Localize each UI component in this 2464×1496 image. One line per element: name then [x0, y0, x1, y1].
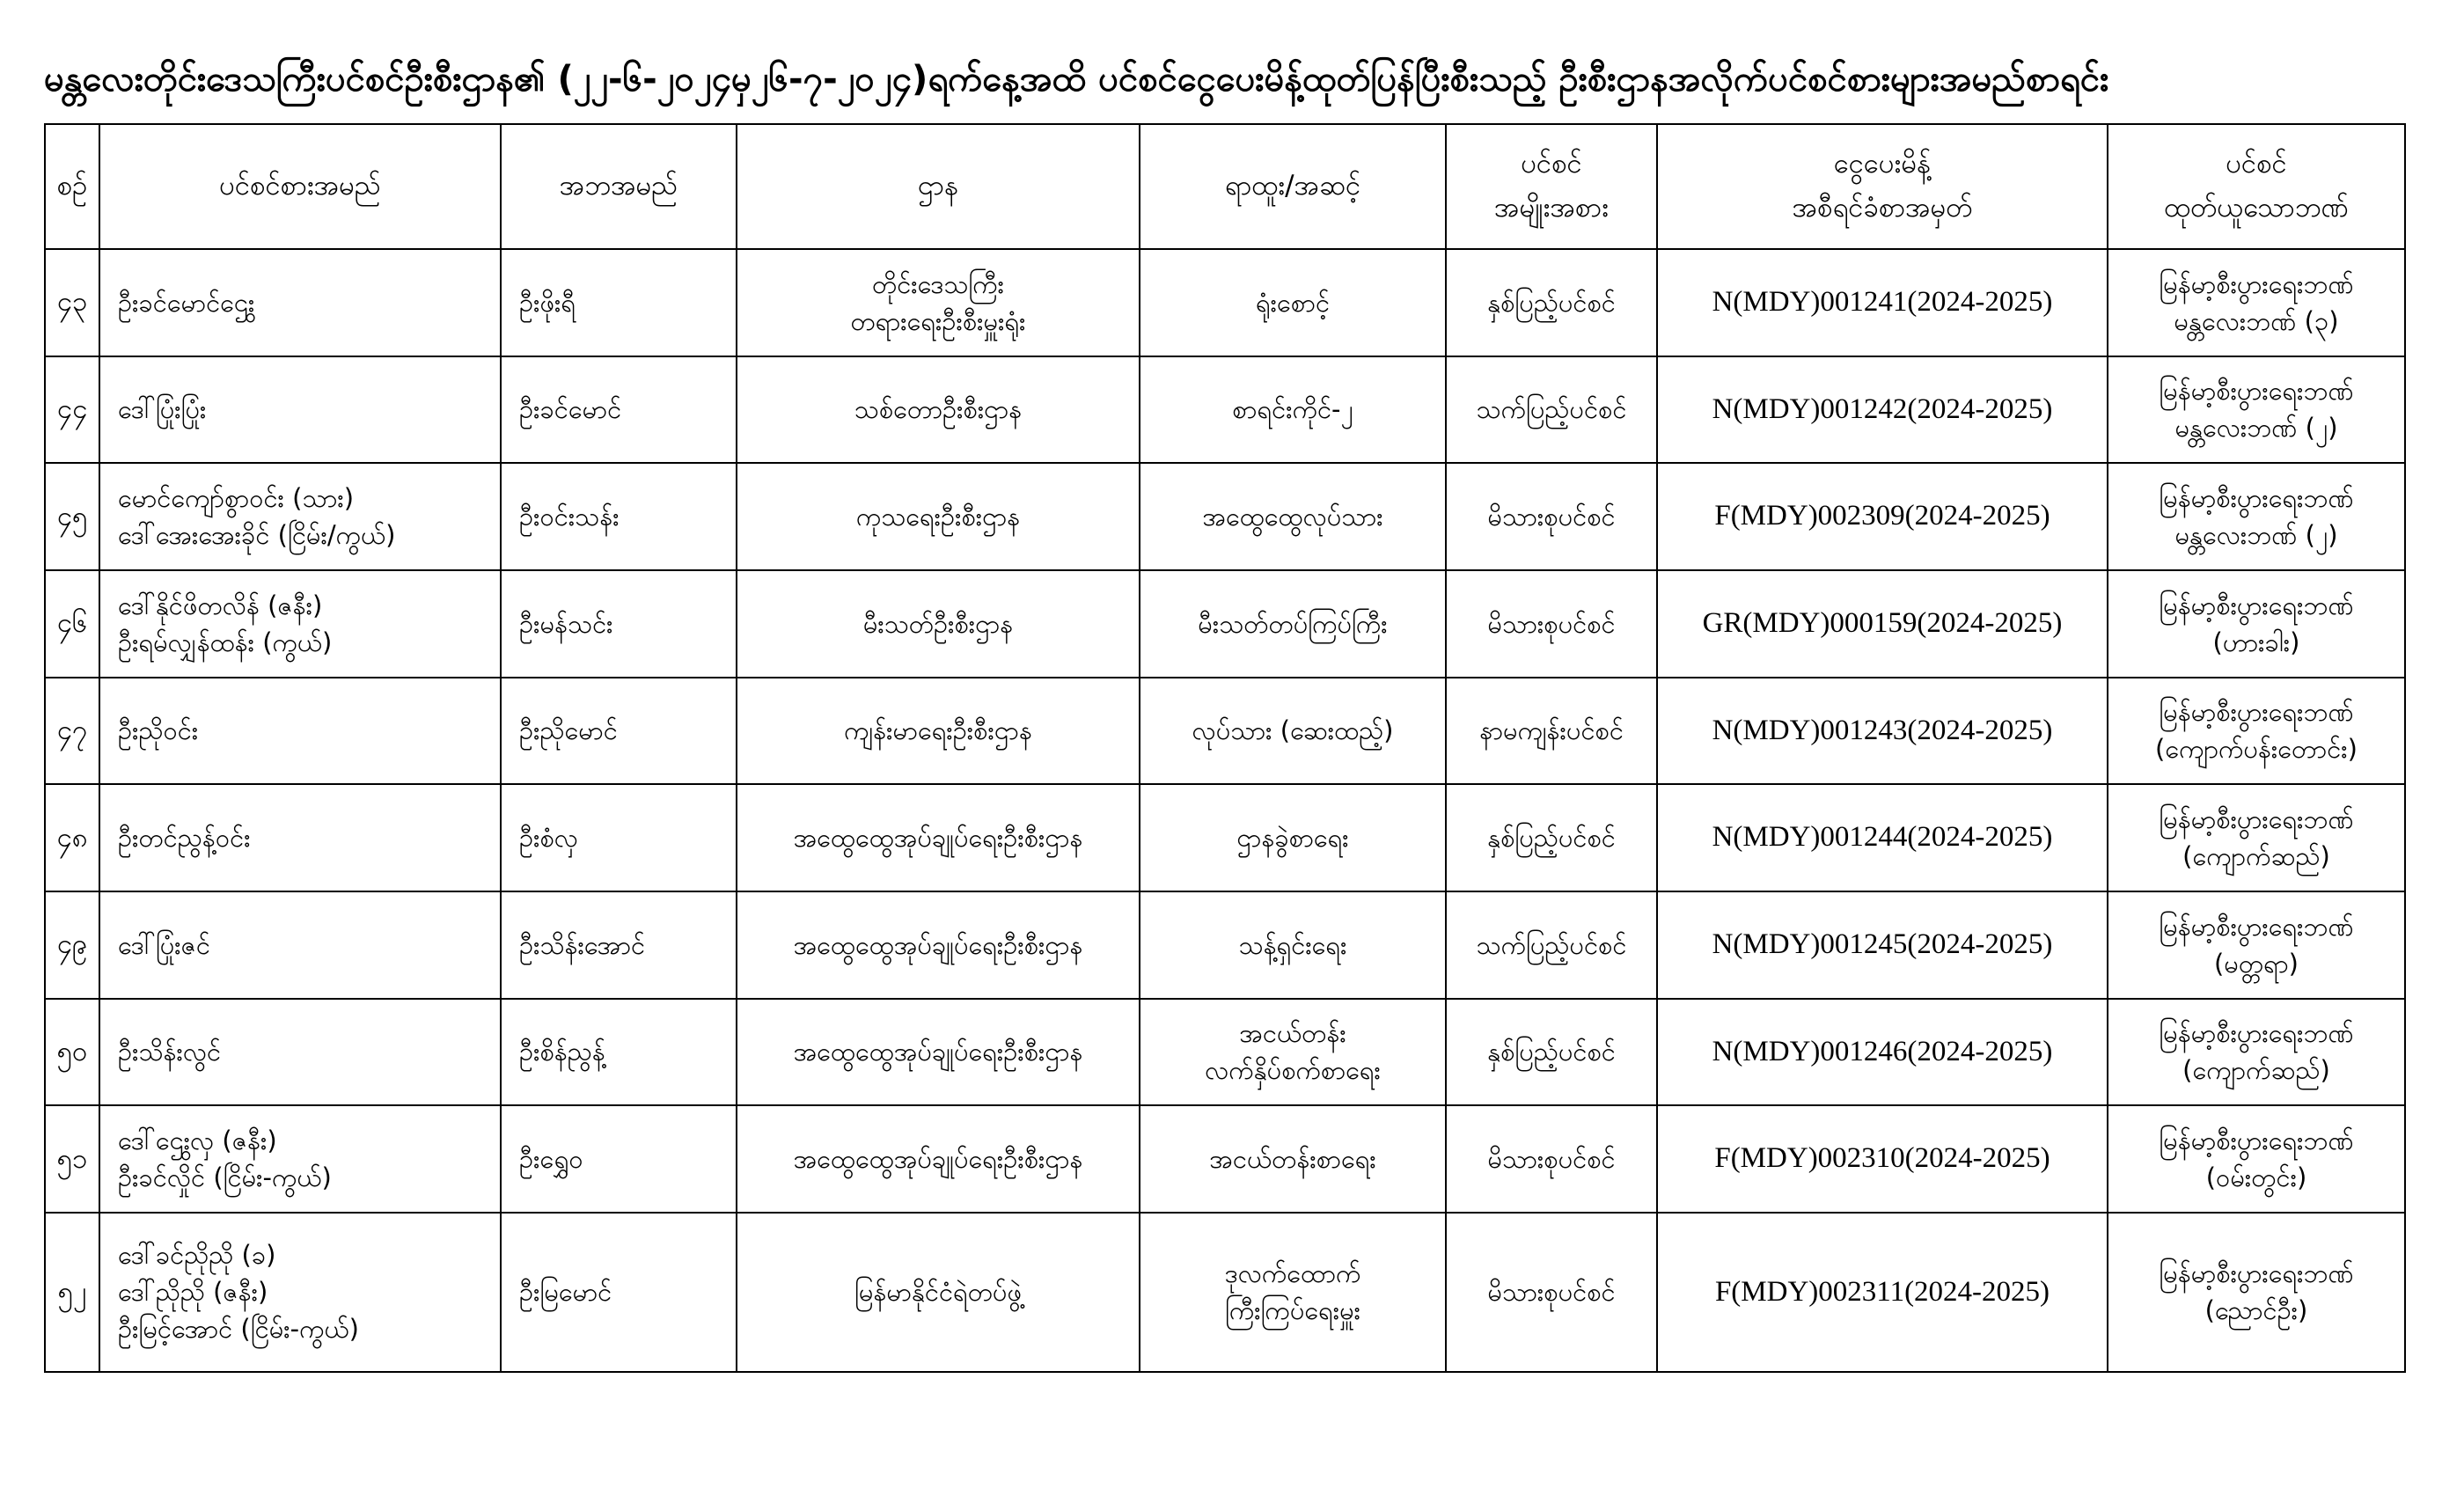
table-row	[45, 463, 2405, 570]
father-name: ဦးခင်မောင်	[501, 356, 737, 464]
department: သစ်တောဦးစီးဌာန	[737, 356, 1140, 464]
table-row	[45, 784, 2405, 891]
pensioner-name: ဒေါ်နိုင်ဖိတလိန် (ဇနီး) ဦးရမ်လျှန်ထန်း (ကွယ်)	[99, 570, 501, 678]
department: မီးသတ်ဦးစီးဌာန	[737, 570, 1140, 678]
bank-name: မြန်မာ့စီးပွားရေးဘဏ် (ကျောက်ဆည်)	[2108, 784, 2405, 891]
department: အထွေထွေအုပ်ချုပ်ရေးဦးစီးဌာန	[737, 784, 1140, 891]
pensioner-name: ဦးခင်မောင်ဌွေး	[99, 249, 501, 356]
father-name: ဦးဖိုးရီ	[501, 249, 737, 356]
row-number: ၄၇	[45, 678, 99, 785]
bank-name: မြန်မာ့စီးပွားရေးဘဏ် (ဝမ်းတွင်း)	[2108, 1105, 2405, 1213]
pension-type: နာမကျန်းပင်စင်	[1446, 678, 1657, 785]
table-header-row	[45, 124, 2405, 249]
department: အထွေထွေအုပ်ချုပ်ရေးဦးစီးဌာန	[737, 999, 1140, 1106]
row-number: ၅၁	[45, 1105, 99, 1213]
header-bank: ပင်စင် ထုတ်ယူသောဘဏ်	[2108, 124, 2405, 249]
header-order-no: ငွေပေးမိန့် အစီရင်ခံစာအမှတ်	[1657, 124, 2108, 249]
payment-order-number: N(MDY)001244(2024-2025)	[1657, 784, 2108, 891]
payment-order-number: N(MDY)001241(2024-2025)	[1657, 249, 2108, 356]
row-number: ၄၈	[45, 784, 99, 891]
bank-name: မြန်မာ့စီးပွားရေးဘဏ် (ကျောက်ဆည်)	[2108, 999, 2405, 1106]
table-row	[45, 356, 2405, 464]
position: မီးသတ်တပ်ကြပ်ကြီး	[1140, 570, 1446, 678]
payment-order-number: F(MDY)002310(2024-2025)	[1657, 1105, 2108, 1213]
row-number: ၅၀	[45, 999, 99, 1106]
row-number: ၅၂	[45, 1213, 99, 1372]
father-name: ဦးမန်သင်း	[501, 570, 737, 678]
position: လုပ်သား (ဆေးထည့်)	[1140, 678, 1446, 785]
pension-type: နှစ်ပြည့်ပင်စင်	[1446, 999, 1657, 1106]
row-number: ၄၃	[45, 249, 99, 356]
pension-type: မိသားစုပင်စင်	[1446, 570, 1657, 678]
department: ကျန်းမာရေးဦးစီးဌာန	[737, 678, 1140, 785]
bank-name: မြန်မာ့စီးပွားရေးဘဏ် မန္တလေးဘဏ် (၂)	[2108, 356, 2405, 464]
pension-type: နှစ်ပြည့်ပင်စင်	[1446, 249, 1657, 356]
position: အငယ်တန်း လက်နှိပ်စက်စာရေး	[1140, 999, 1446, 1106]
header-department: ဌာန	[737, 124, 1140, 249]
position: ရုံးစောင့်	[1140, 249, 1446, 356]
payment-order-number: N(MDY)001245(2024-2025)	[1657, 891, 2108, 999]
payment-order-number: F(MDY)002309(2024-2025)	[1657, 463, 2108, 570]
father-name: ဦးညိုမောင်	[501, 678, 737, 785]
header-position: ရာထူး/အဆင့်	[1140, 124, 1446, 249]
father-name: ဦးဝင်းသန်း	[501, 463, 737, 570]
row-number: ၄၅	[45, 463, 99, 570]
position: ဒုလက်ထောက် ကြီးကြပ်ရေးမှူး	[1140, 1213, 1446, 1372]
pensioner-name: ဒေါ်ပြုံးဇင်	[99, 891, 501, 999]
table-row	[45, 999, 2405, 1106]
pensioner-name: ဒေါ်ပြုံးပြုံး	[99, 356, 501, 464]
pensioner-name: ဒေါ်ခင်ညိုညို (ခ) ဒေါ်ညိုညို (ဇနီး) ဦးမြင့်အောင် (ငြိမ်း-ကွယ်)	[99, 1213, 501, 1372]
payment-order-number: N(MDY)001246(2024-2025)	[1657, 999, 2108, 1106]
payment-order-number: N(MDY)001243(2024-2025)	[1657, 678, 2108, 785]
pension-type: မိသားစုပင်စင်	[1446, 463, 1657, 570]
father-name: ဦးစံလှ	[501, 784, 737, 891]
father-name: ဦးမြမောင်	[501, 1213, 737, 1372]
table-row	[45, 891, 2405, 999]
bank-name: မြန်မာ့စီးပွားရေးဘဏ် (ကျောက်ပန်းတောင်း)	[2108, 678, 2405, 785]
table-row	[45, 1105, 2405, 1213]
header-father: အဘအမည်	[501, 124, 737, 249]
pensioner-name: ဦးတင်ညွန့်ဝင်း	[99, 784, 501, 891]
bank-name: မြန်မာ့စီးပွားရေးဘဏ် (ညောင်ဦး)	[2108, 1213, 2405, 1372]
department: အထွေထွေအုပ်ချုပ်ရေးဦးစီးဌာန	[737, 891, 1140, 999]
header-no: စဉ်	[45, 124, 99, 249]
pension-type: သက်ပြည့်ပင်စင်	[1446, 356, 1657, 464]
table-row	[45, 678, 2405, 785]
father-name: ဦးရွှေဝ	[501, 1105, 737, 1213]
row-number: ၄၆	[45, 570, 99, 678]
header-pension-type: ပင်စင် အမျိုးအစား	[1446, 124, 1657, 249]
pension-type: နှစ်ပြည့်ပင်စင်	[1446, 784, 1657, 891]
payment-order-number: F(MDY)002311(2024-2025)	[1657, 1213, 2108, 1372]
position: အထွေထွေလုပ်သား	[1140, 463, 1446, 570]
father-name: ဦးစိန်ညွန့်	[501, 999, 737, 1106]
pensioner-name: မောင်ကျော်စွာဝင်း (သား) ဒေါ်အေးအေးခိုင် (ငြိမ်း/ကွယ်)	[99, 463, 501, 570]
table-row	[45, 570, 2405, 678]
department: အထွေထွေအုပ်ချုပ်ရေးဦးစီးဌာန	[737, 1105, 1140, 1213]
department: တိုင်းဒေသကြီး တရားရေးဦးစီးမှူးရုံး	[737, 249, 1140, 356]
pension-type: မိသားစုပင်စင်	[1446, 1213, 1657, 1372]
department: မြန်မာနိုင်ငံရဲတပ်ဖွဲ့	[737, 1213, 1140, 1372]
table-row	[45, 1213, 2405, 1372]
pensioner-name: ဦးညိုဝင်း	[99, 678, 501, 785]
payment-order-number: N(MDY)001242(2024-2025)	[1657, 356, 2108, 464]
bank-name: မြန်မာ့စီးပွားရေးဘဏ် မန္တလေးဘဏ် (၃)	[2108, 249, 2405, 356]
pension-type: မိသားစုပင်စင်	[1446, 1105, 1657, 1213]
pension-table	[44, 123, 2406, 1373]
pension-type: သက်ပြည့်ပင်စင်	[1446, 891, 1657, 999]
department: ကုသရေးဦးစီးဌာန	[737, 463, 1140, 570]
pensioner-name: ဦးသိန်းလွင်	[99, 999, 501, 1106]
page-title: မန္တလေးတိုင်းဒေသကြီးပင်စင်ဦးစီးဌာန၏ (၂၂-၆-၂၀၂၄မှ၂၆-၇-၂၀၂၄)ရက်နေ့အထိ ပင်စင်ငွေပေးမိန့်ထုတ်ပြန်ပြီးစီးသည့် ဦးစီးဌာနအလိုက်ပင်စင်စားများအမည်စာရင်း	[44, 59, 2109, 99]
position: အငယ်တန်းစာရေး	[1140, 1105, 1446, 1213]
father-name: ဦးသိန်းအောင်	[501, 891, 737, 999]
position: ဌာနခွဲစာရေး	[1140, 784, 1446, 891]
row-number: ၄၉	[45, 891, 99, 999]
pensioner-name: ဒေါ်ဌွေးလှ (ဇနီး) ဦးခင်လှိုင် (ငြိမ်း-ကွယ်)	[99, 1105, 501, 1213]
bank-name: မြန်မာ့စီးပွားရေးဘဏ် (မတ္တရာ)	[2108, 891, 2405, 999]
table-row	[45, 249, 2405, 356]
payment-order-number: GR(MDY)000159(2024-2025)	[1657, 570, 2108, 678]
bank-name: မြန်မာ့စီးပွားရေးဘဏ် (ဟားခါး)	[2108, 570, 2405, 678]
position: စာရင်းကိုင်-၂	[1140, 356, 1446, 464]
header-name: ပင်စင်စားအမည်	[99, 124, 501, 249]
bank-name: မြန်မာ့စီးပွားရေးဘဏ် မန္တလေးဘဏ် (၂)	[2108, 463, 2405, 570]
position: သန့်ရှင်းရေး	[1140, 891, 1446, 999]
row-number: ၄၄	[45, 356, 99, 464]
